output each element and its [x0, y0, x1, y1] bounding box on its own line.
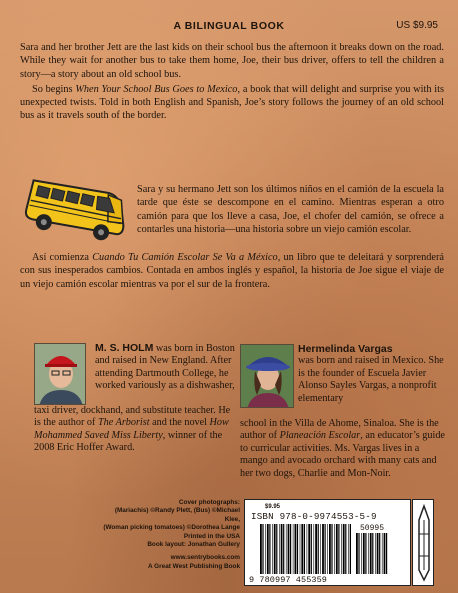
barcode-digits: 9 780997 455359: [249, 575, 328, 585]
credits-line: Printed in the USA: [183, 532, 240, 540]
vargas-author-photo: [240, 344, 294, 408]
spanish-book-title: Cuando Tu Camión Escolar Se Va a México: [92, 252, 278, 263]
credits-block: [100, 499, 240, 571]
barcode-addon-number: 50995: [359, 524, 384, 533]
holm-bio-top: M. S. HOLM was born in Boston and raised in New England. After attending Dartmouth College, he worked variously as a dishwasher,: [95, 342, 235, 392]
header: [0, 20, 458, 36]
credits-line: Cover photographs:: [178, 499, 240, 506]
spanish-paragraph-2: Así comienza Cuando Tu Camión Escolar Se Va a México, un libro que te deleitará y sorprenderá con sus inesperados cambios. Contada en ambos inglés y español, la historia de Joe sigue el viaje de un viejo camión escolar mientras va por el sur de la frontera.: [20, 252, 444, 290]
publisher-logo-box: [412, 499, 434, 586]
publisher-logo-icon: [413, 500, 435, 587]
credits-line: (Woman picking tomatoes) ©Dorothea Lange: [103, 524, 240, 532]
credits-line: (Mariachis) ©Randy Plett, (Bus) ©Michael Klee,: [114, 507, 240, 523]
english-book-title: When Your School Bus Goes to Mexico: [75, 83, 238, 95]
credits-line: A Great West Publishing Book: [148, 562, 240, 570]
spanish-description-2: [20, 251, 444, 293]
holm-author-photo: [34, 343, 86, 405]
holm-name: M. S. HOLM: [95, 342, 154, 354]
barcode-bars: [259, 524, 351, 574]
price-label: US $9.95: [396, 20, 438, 31]
english-paragraph-1: Sara and her brother Jett are the last kids on their school bus the afternoon it breaks down on the road. While they wait for another bus to take them home, Joe, their bus driver, offers to tell the children a story—a story about an old school bus.: [20, 42, 444, 80]
barcode-price: $9.95: [265, 504, 281, 510]
spanish-paragraph-1: Sara y su hermano Jett son los últimos niños en el camión de la escuela la tarde que éste se descompone en el camino. Mientras esperan a otro camión para que los lleve a casa, Joe, el chofer del camión, se ofrece a contarles una historia—una historia sobre un viejo camión escolar.: [137, 184, 444, 235]
isbn-text: ISBN 978-0-9974553-5-9: [251, 511, 377, 522]
vargas-bio-top: Hermelinda Vargas was born and raised in Mexico. She is the founder of Escuela Javier Alonso Sayles Vargas, a nonprofit elementary: [298, 343, 448, 405]
spanish-description-1: [137, 183, 444, 238]
english-paragraph-2: So begins When Your School Bus Goes to Mexico, a book that will delight and surprise you with its unexpected twists. Told in both English and Spanish, Joe’s story follows the journey of an old school bus as it travels south of the border.: [20, 83, 444, 122]
barcode-addon-bars: [355, 533, 389, 574]
vargas-bio-bottom: school in the Villa de Ahome, Sinaloa. She is the author of Planeación Escolar, an educator’s guide to curricular activities. Ms. Vargas lives in a mango and avocado orchard with many cats and her two dogs, Charlie and Mon-Noir.: [240, 418, 445, 479]
vargas-name: Hermelinda Vargas: [298, 343, 393, 355]
series-label: A BILINGUAL BOOK: [173, 20, 285, 32]
credits-line: www.sentrybooks.com: [170, 554, 240, 562]
credits-line: Book layout: Jonathan Gullery: [147, 541, 240, 549]
english-description: [20, 41, 444, 125]
barcode-box: [244, 499, 411, 586]
school-bus-illustration: [22, 170, 134, 248]
holm-bio-bottom: taxi driver, dockhand, and substitute teacher. He is the author of The Arborist and the novel How Mohammed Saved Miss Liberty, winner of the 2008 Eric Hoffer Award.: [34, 405, 231, 454]
